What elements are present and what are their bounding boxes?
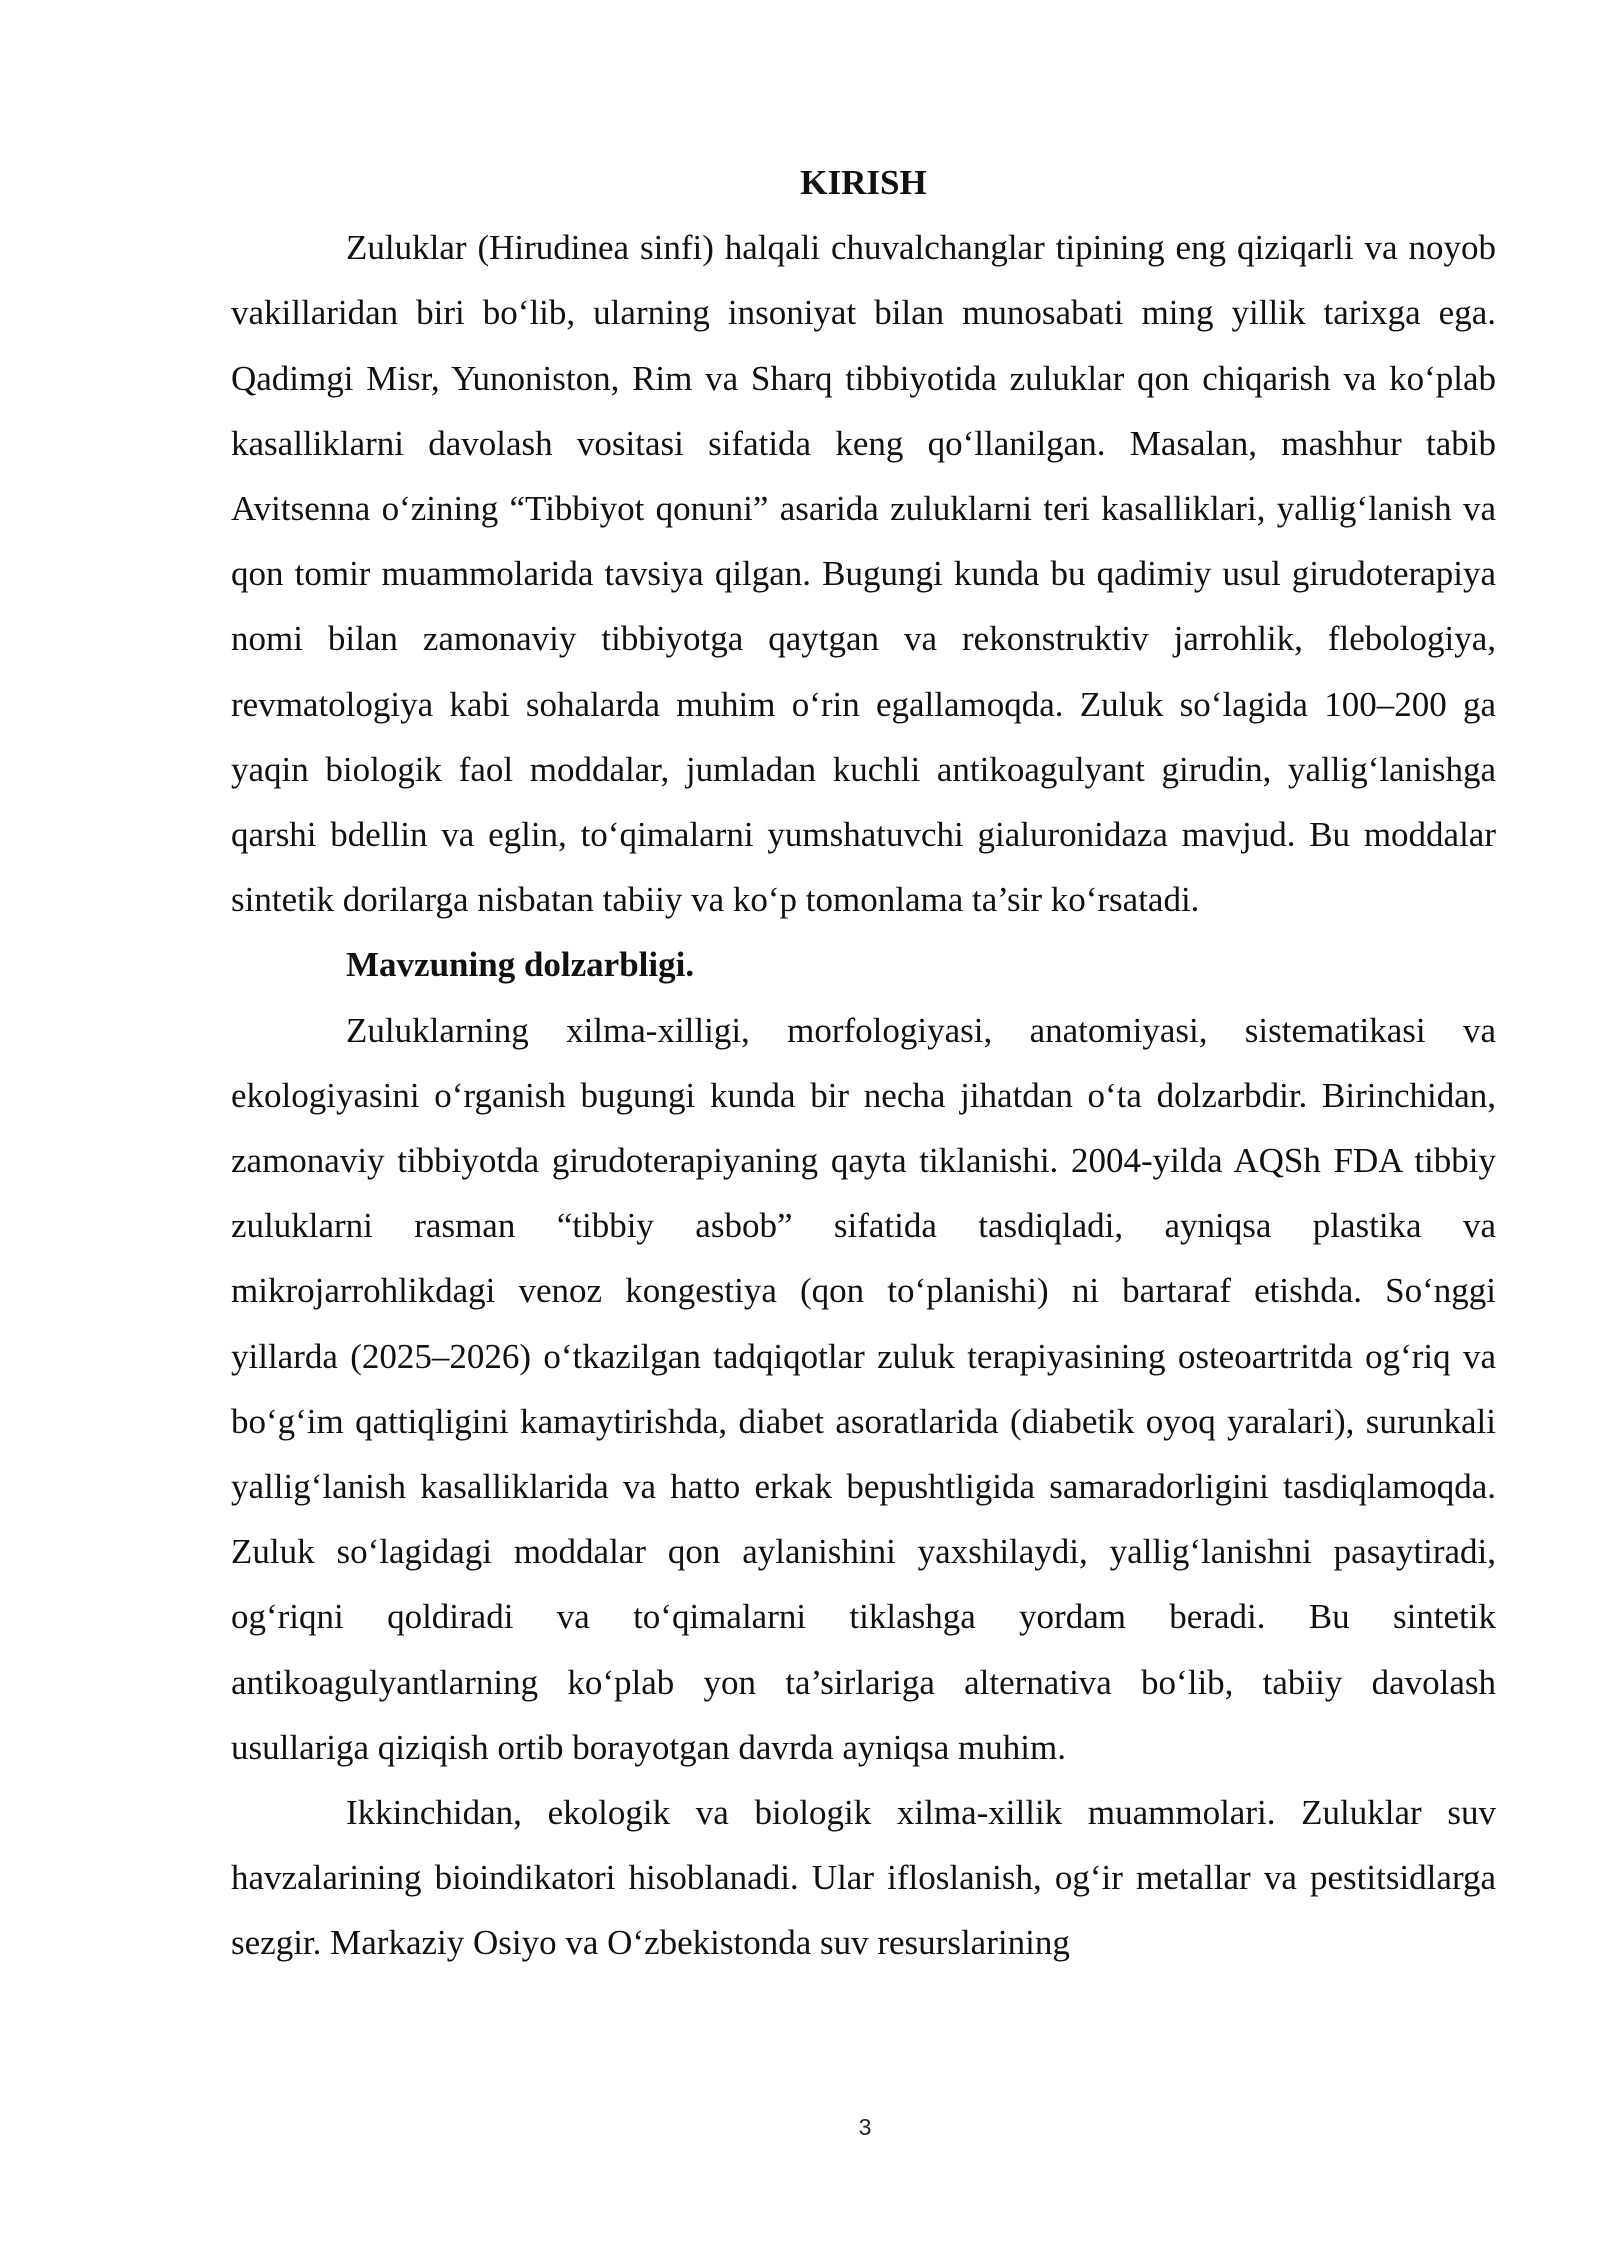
section-heading-relevance: Mavzuning dolzarbligi.: [346, 945, 695, 985]
paragraph-intro: Zuluklar (Hirudinea sinfi) halqali chuvalchanglar tipining eng qiziqarli va noyob vakillaridan biri bo‘lib, ularning insoniyat bilan munosabati ming yillik tarixga ega. Qadimgi Misr, Yunoniston, Rim va Sharq tibbiyotida zuluklar qon chiqarish va ko‘plab kasalliklarni davolash vositasi sifatida keng qo‘llanilgan. Masalan, mashhur tabib Avitsenna o‘zining “Tibbiyot qonuni” asarida zuluklarni teri kasalliklari, yallig‘lanish va qon tomir muammolarida tavsiya qilgan. Bugungi kunda bu qadimiy usul girudoterapiya nomi bilan zamonaviy tibbiyotga qaytgan va rekonstruktiv jarrohlik, flebologiya, revmatologiya kabi sohalarda muhim o‘rin egallamoqda. Zuluk so‘lagida 100–200 ga yaqin biologik faol moddalar, jumladan kuchli antikoagulyant girudin, yallig‘lanishga qarshi bdellin va eglin, to‘qimalarni yumshatuvchi gialuronidaza mavjud. Bu moddalar sintetik dorilarga nisbatan tabiiy va ko‘p tomonlama ta’sir ko‘rsatadi.: [231, 228, 1496, 920]
document-body: [231, 150, 1496, 1976]
paragraph-relevance: Zuluklarning xilma-xilligi, morfologiyasi, anatomiyasi, sistematikasi va ekologiyasini o‘rganish bugungi kunda bir necha jihatdan o‘ta dolzarbdir. Birinchidan, zamonaviy tibbiyotda girudoterapiyaning qayta tiklanishi. 2004-yilda AQSh FDA tibbiy zuluklarni rasman “tibbiy asbob” sifatida tasdiqladi, ayniqsa plastika va mikrojarrohlikdagi venoz kongestiya (qon to‘planishi) ni bartaraf etishda. So‘nggi yillarda (2025–2026) o‘tkazilgan tadqiqotlar zuluk terapiyasining osteoartritda og‘riq va bo‘g‘im qattiqligini kamaytirishda, diabet asoratlarida (diabetik oyoq yaralari), surunkali yallig‘lanish kasalliklarida va hatto erkak bepushtligida samaradorligini tasdiqlamoqda. Zuluk so‘lagidagi moddalar qon aylanishini yaxshilaydi, yallig‘lanishni pasaytiradi, og‘riqni qoldiradi va to‘qimalarni tiklashga yordam beradi. Bu sintetik antikoagulyantlarning ko‘plab yon ta’sirlariga alternativa bo‘lib, tabiiy davolash usullariga qiziqish ortib borayotgan davrda ayniqsa muhim.: [231, 1010, 1496, 1767]
page-title: KIRISH: [800, 163, 927, 202]
paragraph-ecology: Ikkinchidan, ekologik va biologik xilma-xillik muammolari. Zuluklar suv havzalarining bioindikatori hisoblanadi. Ular ifloslanish, og‘ir metallar va pestitsidlarga sezgir. Markaziy Osiyo va O‘zbekistonda suv resurslarining: [231, 1793, 1496, 1963]
page-number: 3: [858, 2114, 872, 2140]
